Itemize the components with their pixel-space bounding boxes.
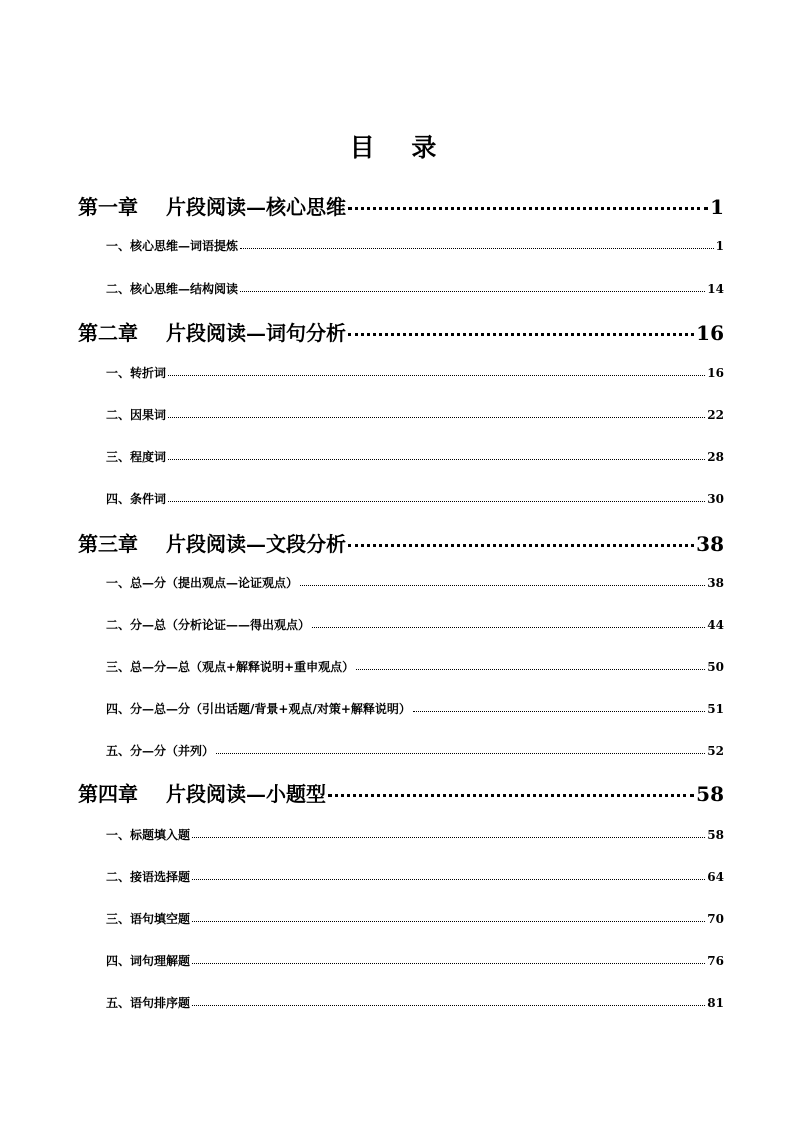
page-number: 51 — [707, 702, 724, 716]
toc-chapter-4[interactable] — [78, 778, 724, 807]
toc-section-2-2[interactable] — [78, 406, 724, 423]
page-number: 64 — [707, 870, 724, 884]
dot-leader — [216, 743, 705, 755]
dot-leader — [192, 911, 705, 923]
page-number: 16 — [707, 366, 724, 380]
dot-leader — [328, 781, 694, 801]
page-number: 81 — [707, 996, 724, 1010]
section-title: 四、词句理解题 — [106, 954, 191, 968]
page-number: 44 — [707, 618, 724, 632]
page-number: 38 — [696, 532, 724, 556]
section-title: 二、分—总（分析论证——得出观点） — [106, 618, 311, 632]
dot-leader — [312, 617, 705, 629]
dot-leader — [300, 575, 705, 587]
section-title: 二、核心思维—结构阅读 — [106, 282, 239, 296]
dot-leader — [192, 869, 705, 881]
toc-section-3-2[interactable] — [78, 616, 724, 633]
dot-leader — [168, 365, 705, 377]
page-number: 30 — [707, 492, 724, 506]
page-number: 38 — [707, 576, 724, 590]
chapter-title: 片段阅读—文段分析 — [166, 532, 346, 556]
dot-leader — [168, 407, 705, 419]
section-title: 二、接语选择题 — [106, 870, 191, 884]
dot-leader — [348, 531, 694, 551]
toc-section-2-3[interactable] — [78, 448, 724, 465]
page-number: 16 — [696, 321, 724, 345]
page-number: 1 — [710, 195, 724, 219]
toc-section-1-1[interactable] — [78, 237, 724, 254]
section-title: 一、转折词 — [106, 366, 167, 380]
section-title: 三、总—分—总（观点+解释说明+重申观点） — [106, 660, 355, 674]
dot-leader — [168, 491, 705, 503]
page-number: 50 — [707, 660, 724, 674]
toc-section-4-4[interactable] — [78, 952, 724, 969]
section-title: 二、因果词 — [106, 408, 167, 422]
chapter-title: 片段阅读—词句分析 — [166, 321, 346, 345]
page-number: 28 — [707, 450, 724, 464]
section-title: 一、总—分（提出观点—论证观点） — [106, 576, 299, 590]
toc-section-4-5[interactable] — [78, 994, 724, 1011]
dot-leader — [192, 995, 705, 1007]
toc-section-4-1[interactable] — [78, 826, 724, 843]
page-number: 1 — [715, 239, 724, 253]
dot-leader — [348, 320, 694, 340]
dot-leader — [413, 701, 705, 713]
dot-leader — [356, 659, 705, 671]
toc-chapter-2[interactable] — [78, 317, 724, 346]
page-number: 22 — [707, 408, 724, 422]
toc-section-2-4[interactable] — [78, 490, 724, 507]
page-number: 70 — [707, 912, 724, 926]
page-number: 52 — [707, 744, 724, 758]
section-title: 四、分—总—分（引出话题/背景+观点/对策+解释说明） — [106, 702, 411, 716]
toc-chapter-3[interactable] — [78, 528, 724, 557]
dot-leader — [168, 449, 705, 461]
toc-section-2-1[interactable] — [78, 364, 724, 381]
section-title: 四、条件词 — [106, 492, 167, 506]
chapter-title: 片段阅读—小题型 — [166, 782, 326, 806]
section-title: 一、标题填入题 — [106, 828, 191, 842]
toc-section-4-2[interactable] — [78, 868, 724, 885]
toc-section-3-1[interactable] — [78, 574, 724, 591]
section-title: 一、核心思维—词语提炼 — [106, 239, 239, 253]
toc-section-4-3[interactable] — [78, 910, 724, 927]
page-number: 76 — [707, 954, 724, 968]
toc-section-1-2[interactable] — [78, 280, 724, 297]
section-title: 五、分—分（并列） — [106, 744, 215, 758]
section-title: 三、程度词 — [106, 450, 167, 464]
dot-leader — [348, 194, 708, 214]
toc-section-3-5[interactable] — [78, 742, 724, 759]
page-number: 58 — [696, 782, 724, 806]
chapter-number: 第一章 — [78, 195, 138, 219]
chapter-number: 第二章 — [78, 321, 138, 345]
toc-chapter-1[interactable] — [78, 191, 724, 220]
chapter-number: 第三章 — [78, 532, 138, 556]
dot-leader — [192, 827, 705, 839]
chapter-number: 第四章 — [78, 782, 138, 806]
dot-leader — [240, 238, 714, 250]
toc-title: 目 录 — [349, 133, 451, 162]
chapter-title: 片段阅读—核心思维 — [166, 195, 346, 219]
dot-leader — [192, 953, 705, 965]
dot-leader — [240, 281, 705, 293]
toc-section-3-4[interactable] — [78, 700, 724, 717]
section-title: 三、语句填空题 — [106, 912, 191, 926]
section-title: 五、语句排序题 — [106, 996, 191, 1010]
page-number: 58 — [707, 828, 724, 842]
page-number: 14 — [707, 282, 724, 296]
toc-section-3-3[interactable] — [78, 658, 724, 675]
